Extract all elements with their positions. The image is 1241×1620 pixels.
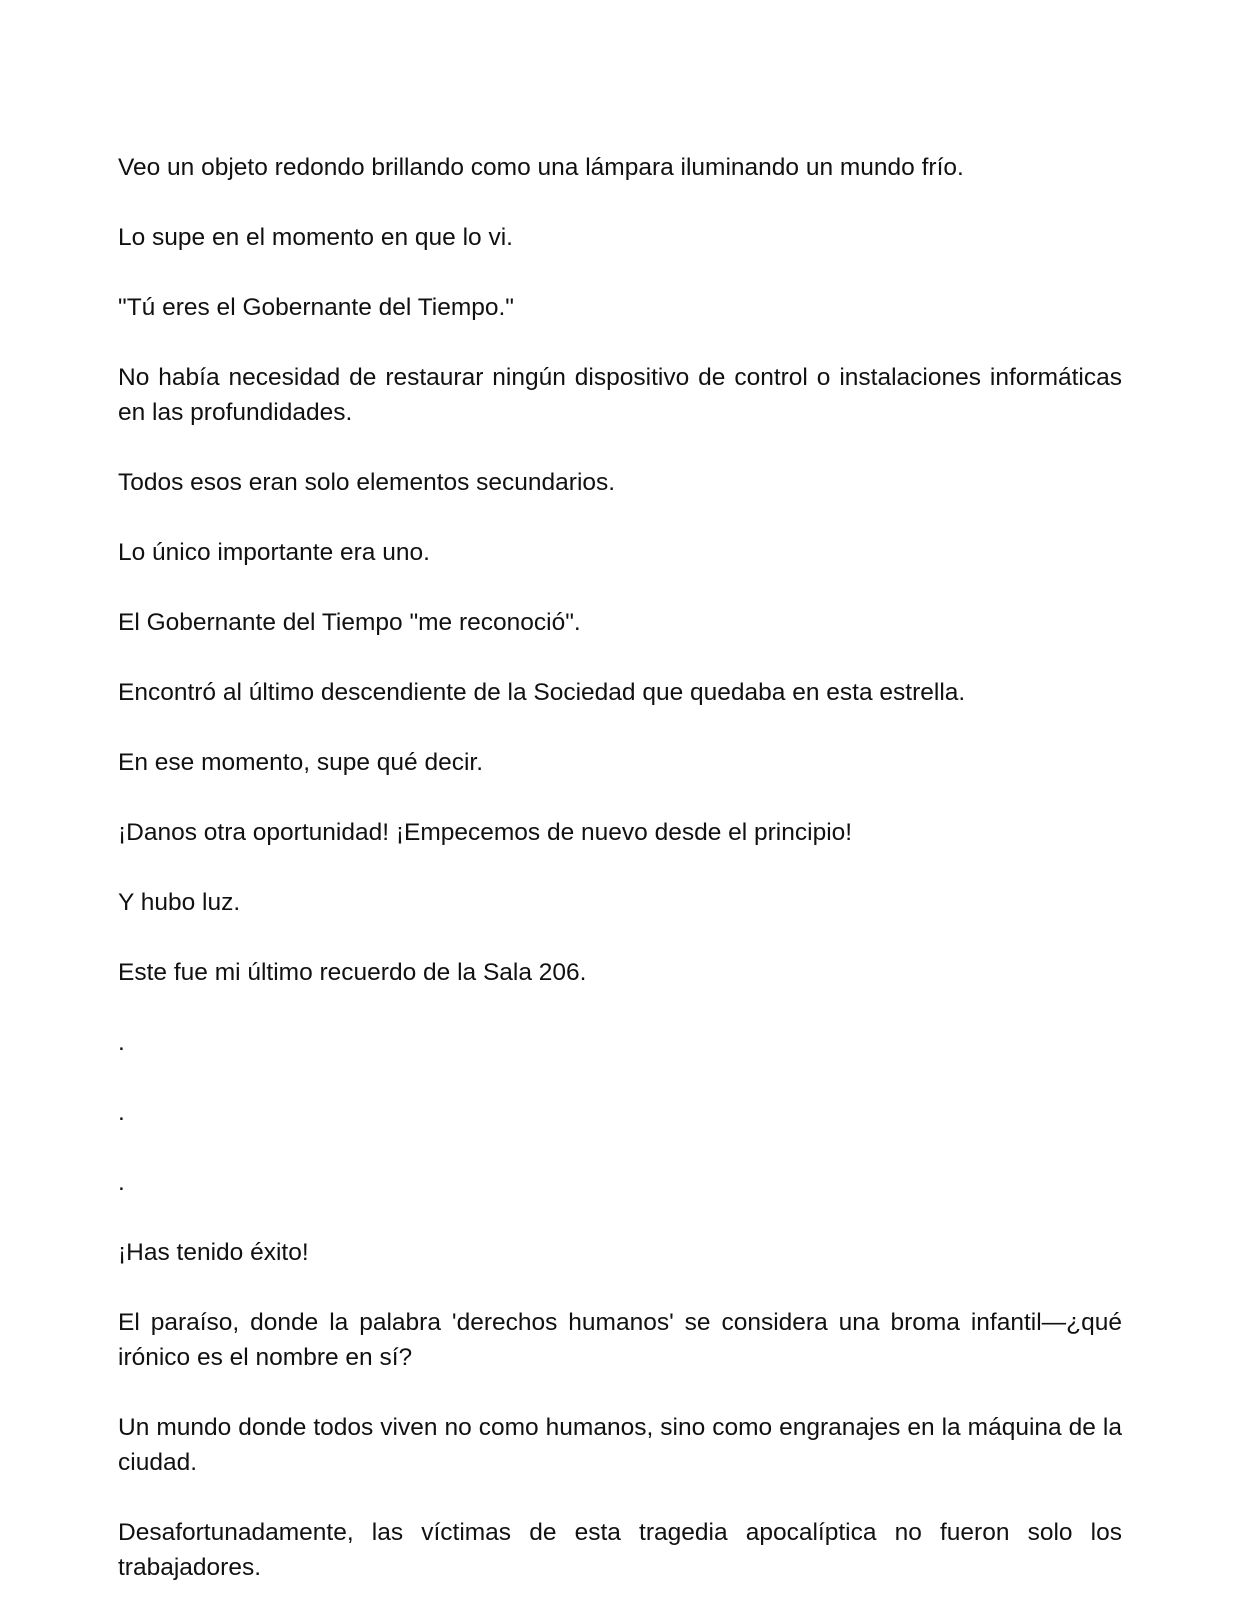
paragraph-1: Veo un objeto redondo brillando como una lámpara iluminando un mundo frío. — [118, 154, 964, 181]
paragraph-13: ¡Has tenido éxito! — [118, 1239, 309, 1266]
paragraph-14: El paraíso, donde la palabra 'derechos humanos' se considera una broma infantil—¿qué irónico es el nombre en sí? — [118, 1309, 1122, 1371]
paragraph-5: Todos esos eran solo elementos secundarios. — [118, 469, 616, 496]
paragraph-7: El Gobernante del Tiempo "me reconoció". — [118, 609, 581, 636]
paragraph-10: ¡Danos otra oportunidad! ¡Empecemos de nuevo desde el principio! — [118, 819, 853, 846]
paragraph-2: Lo supe en el momento en que lo vi. — [118, 224, 513, 251]
scene-break-dot-2: . — [118, 1099, 125, 1126]
paragraph-11: Y hubo luz. — [118, 889, 241, 916]
paragraph-6: Lo único importante era uno. — [118, 539, 430, 566]
scene-break-dot-3: . — [118, 1169, 125, 1196]
paragraph-16: Desafortunadamente, las víctimas de esta tragedia apocalíptica no fueron solo los trabajadores. — [118, 1519, 1122, 1581]
paragraph-4: No había necesidad de restaurar ningún dispositivo de control o instalaciones informáticas en las profundidades. — [118, 364, 1122, 426]
paragraph-12: Este fue mi último recuerdo de la Sala 206. — [118, 959, 587, 986]
scene-break-dot-1: . — [118, 1029, 125, 1056]
paragraph-8: Encontró al último descendiente de la Sociedad que quedaba en esta estrella. — [118, 679, 966, 706]
paragraph-3: "Tú eres el Gobernante del Tiempo." — [118, 294, 514, 321]
document-page — [118, 150, 1122, 1620]
paragraph-9: En ese momento, supe qué decir. — [118, 749, 483, 776]
paragraph-15: Un mundo donde todos viven no como humanos, sino como engranajes en la máquina de la ciudad. — [118, 1414, 1122, 1476]
